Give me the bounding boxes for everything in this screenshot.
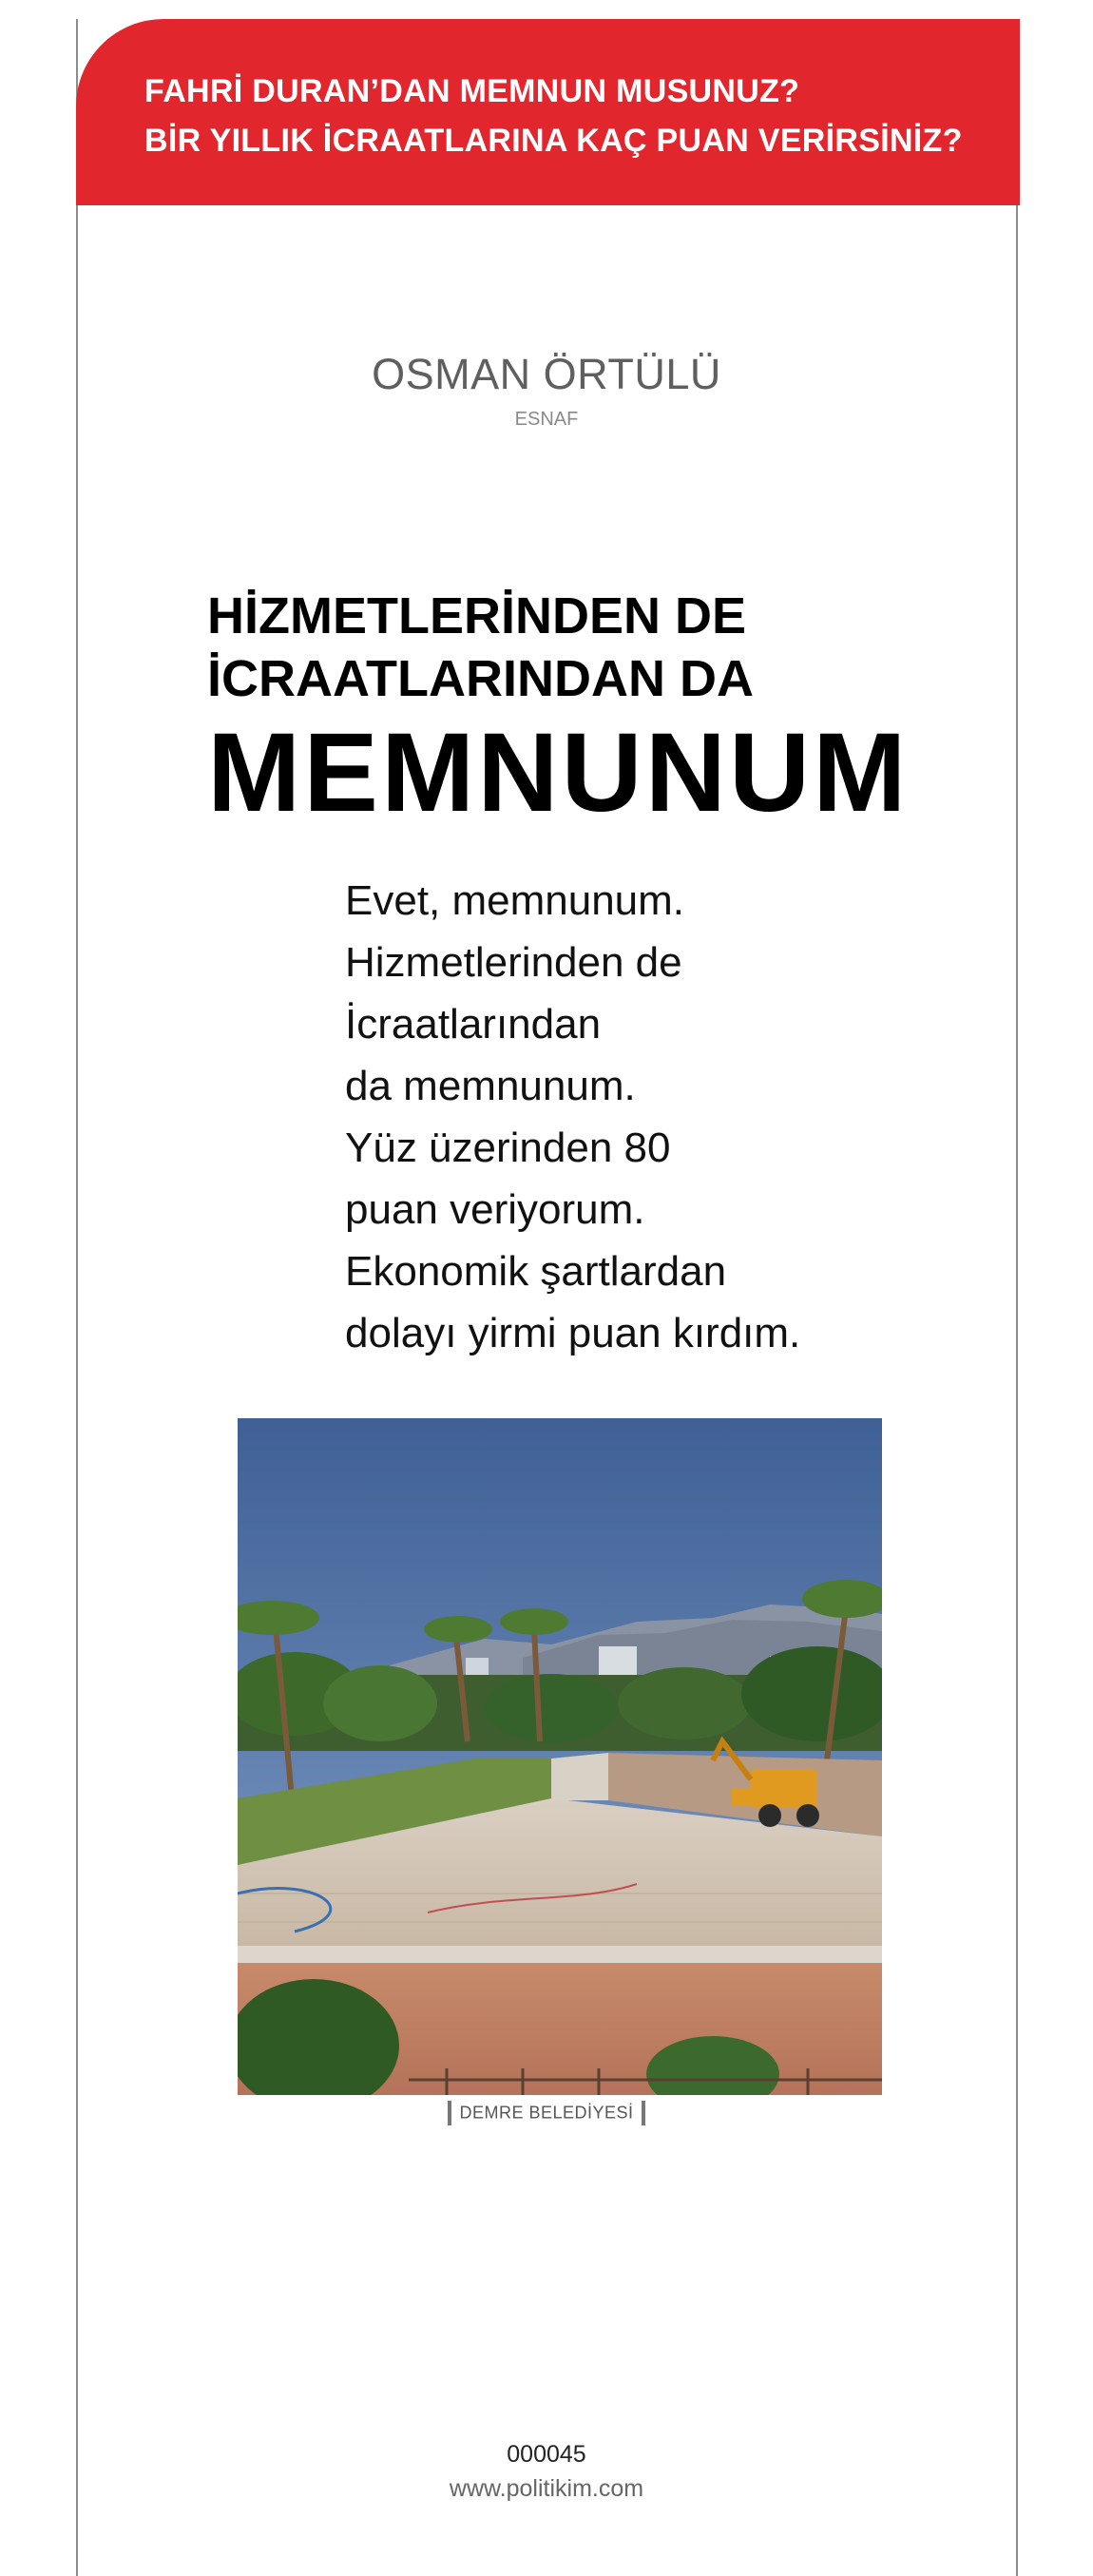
headline-line-1: HİZMETLERİNDEN DE	[207, 587, 746, 644]
quote-text	[345, 870, 877, 1364]
headline-line-2: İCRAATLARINDAN DA	[207, 650, 754, 707]
page-code: 000045	[507, 2441, 586, 2468]
quote-line: İcraatlarından	[345, 1001, 602, 1048]
quote-line: Yüz üzerinden 80	[345, 1125, 671, 1171]
photo-caption-text: DEMRE BELEDİYESİ	[459, 2103, 634, 2123]
quote-line: Hizmetlerinden de	[345, 939, 682, 986]
header-banner	[76, 19, 1020, 205]
website-url: www.politikim.com	[449, 2475, 644, 2502]
person-role: ESNAF	[514, 409, 579, 430]
quote-line: puan veriyorum.	[345, 1186, 645, 1233]
photo-caption	[0, 2101, 1093, 2125]
banner-question-line-1: FAHRİ DURAN’DAN MEMNUN MUSUNUZ?	[144, 73, 800, 109]
headline-emphasis: MEMNUNUM	[207, 710, 910, 836]
caption-divider	[642, 2101, 645, 2125]
park-photo	[238, 1418, 882, 2095]
quote-line: dolayı yirmi puan kırdım.	[345, 1310, 801, 1356]
person-name: OSMAN ÖRTÜLÜ	[372, 350, 721, 398]
caption-divider	[448, 2101, 451, 2125]
banner-question-line-2: BİR YILLIK İCRAATLARINA KAÇ PUAN VERİRSİNİZ?	[144, 123, 963, 159]
quote-line: da memnunum.	[345, 1063, 636, 1109]
quote-line: Evet, memnunum.	[345, 877, 685, 924]
quote-line: Ekonomik şartlardan	[345, 1248, 727, 1295]
headline	[207, 585, 987, 836]
